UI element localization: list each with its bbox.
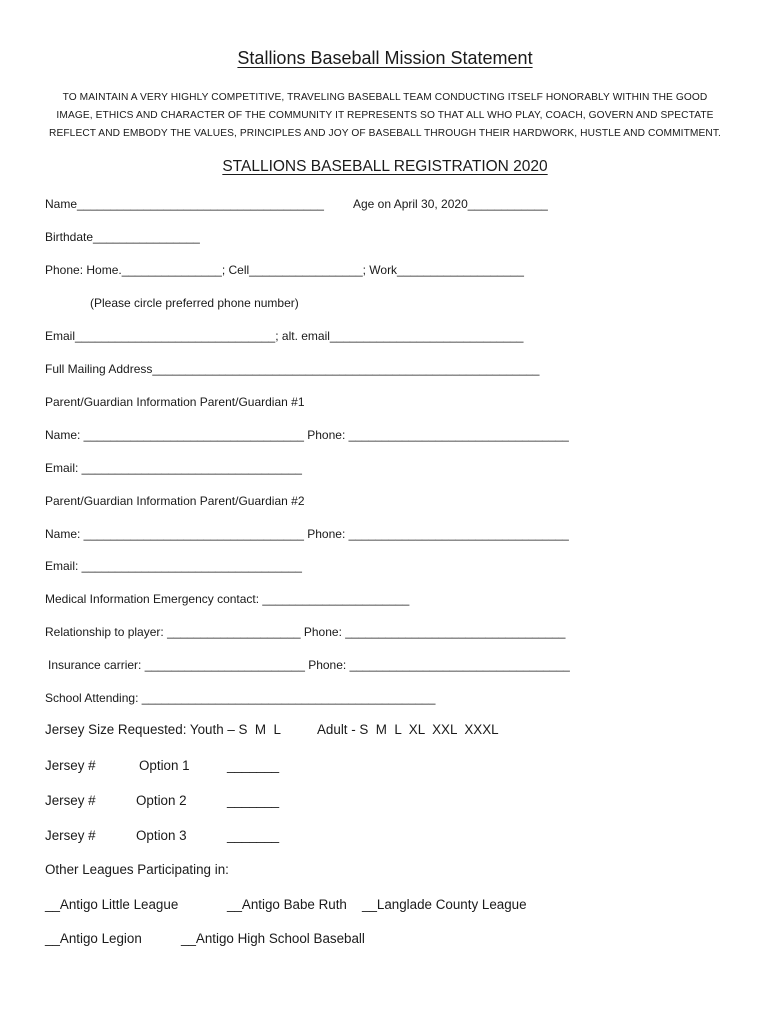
guardian1-name-field[interactable]: Name: _________________________________ Phone: _________________________________ — [45, 428, 569, 442]
jersey-size-youth[interactable]: Jersey Size Requested: Youth – S M L — [45, 722, 281, 737]
league-option[interactable]: __Antigo Babe Ruth — [227, 897, 347, 912]
jersey-option: Option 3 — [136, 828, 187, 843]
age-field[interactable]: Age on April 30, 2020____________ — [353, 197, 548, 211]
guardian1-heading: Parent/Guardian Information Parent/Guardian #1 — [45, 395, 305, 409]
league-option[interactable]: __Antigo Little League — [45, 897, 179, 912]
insurance-field[interactable]: Insurance carrier: ________________________ Phone: _________________________________ — [48, 658, 570, 672]
guardian2-email-field[interactable]: Email: _________________________________ — [45, 559, 302, 573]
leagues-heading: Other Leagues Participating in: — [45, 862, 229, 877]
birthdate-field[interactable]: Birthdate________________ — [45, 230, 200, 244]
school-field[interactable]: School Attending: ____________________________________________ — [45, 691, 436, 705]
jersey-label: Jersey # — [45, 828, 96, 843]
mission-line: REFLECT AND EMBODY THE VALUES, PRINCIPLES AND JOY OF BASEBALL THROUGH THEIR HARDWORK, HUSTLE AND COMMITMENT. — [49, 128, 721, 139]
jersey-size-adult[interactable]: Adult - S M L XL XXL XXXL — [317, 722, 499, 737]
jersey-label: Jersey # — [45, 758, 96, 773]
registration-title: STALLIONS BASEBALL REGISTRATION 2020 — [222, 158, 548, 175]
relationship-field[interactable]: Relationship to player: ____________________ Phone: _________________________________ — [45, 625, 566, 639]
name-field[interactable]: Name_____________________________________ — [45, 197, 324, 211]
address-field[interactable]: Full Mailing Address__________________________________________________________ — [45, 362, 540, 376]
mission-line: IMAGE, ETHICS AND CHARACTER OF THE COMMUNITY IT REPRESENTS SO THAT ALL WHO PLAY, COACH, GOVERN AND SPECTATE — [56, 110, 714, 121]
jersey-option: Option 2 — [136, 793, 187, 808]
league-option[interactable]: __Antigo Legion — [45, 931, 142, 946]
email-field[interactable]: Email______________________________; alt. email_____________________________ — [45, 329, 524, 343]
mission-title: Stallions Baseball Mission Statement — [237, 48, 533, 68]
league-option[interactable]: __Antigo High School Baseball — [181, 931, 365, 946]
emergency-contact-field[interactable]: Medical Information Emergency contact: ______________________ — [45, 592, 410, 606]
guardian2-name-field[interactable]: Name: _________________________________ Phone: _________________________________ — [45, 527, 569, 541]
phone-field[interactable]: Phone: Home._______________; Cell_________________; Work___________________ — [45, 263, 524, 277]
league-option[interactable]: __Langlade County League — [362, 897, 527, 912]
jersey-number-blank[interactable]: _______ — [227, 793, 280, 808]
jersey-number-blank[interactable]: _______ — [227, 828, 280, 843]
jersey-label: Jersey # — [45, 793, 96, 808]
mission-statement — [42, 89, 728, 143]
phone-note: (Please circle preferred phone number) — [90, 296, 299, 310]
jersey-number-blank[interactable]: _______ — [227, 758, 280, 773]
guardian2-heading: Parent/Guardian Information Parent/Guardian #2 — [45, 494, 305, 508]
jersey-option: Option 1 — [139, 758, 190, 773]
guardian1-email-field[interactable]: Email: _________________________________ — [45, 461, 302, 475]
mission-line: TO MAINTAIN A VERY HIGHLY COMPETITIVE, TRAVELING BASEBALL TEAM CONDUCTING ITSELF HONORABLY WITHIN THE GOOD — [62, 92, 708, 103]
